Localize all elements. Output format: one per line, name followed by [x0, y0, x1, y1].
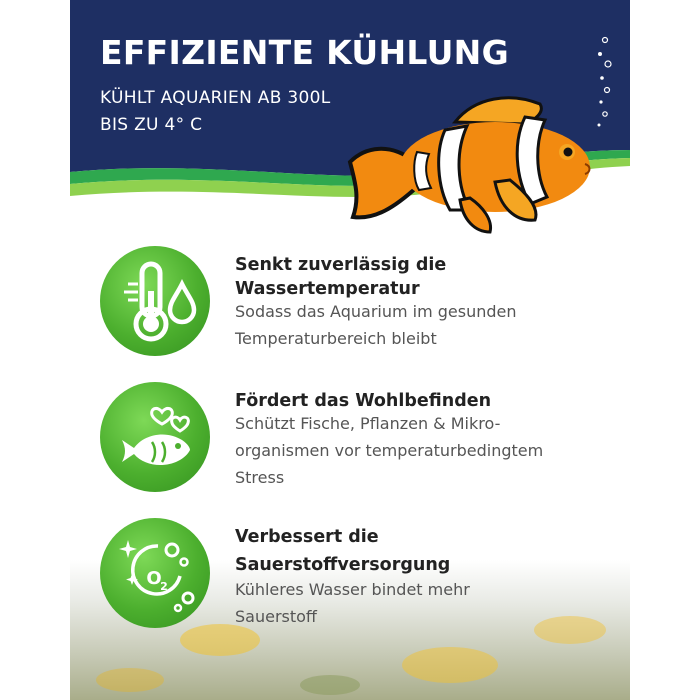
feature-title-line: Verbessert die [235, 527, 379, 547]
feature-icon-circle [100, 246, 210, 356]
clownfish-image [345, 92, 595, 242]
fish-hearts-icon [100, 382, 210, 492]
oxygen-o2-icon [100, 518, 210, 628]
feature-description-line: Stress [235, 468, 285, 487]
feature-title-line: Fördert das Wohlbefinden [235, 391, 492, 411]
feature-description-line: Sauerstoff [235, 607, 317, 626]
feature-description-line: Temperaturbereich bleibt [235, 329, 437, 348]
feature-title-line: Wassertemperatur [235, 279, 420, 299]
svg-text:O: O [146, 568, 162, 589]
headline: EFFIZIENTE KÜHLUNG [100, 33, 509, 72]
feature-description-line: organismen vor temperaturbedingtem [235, 441, 544, 460]
feature-description-line: Schützt Fische, Pflanzen & Mikro- [235, 414, 501, 433]
feature-description-line: Sodass das Aquarium im gesunden [235, 302, 517, 321]
feature-title-line: Senkt zuverlässig die [235, 255, 447, 275]
feature-description-line: Kühleres Wasser bindet mehr [235, 580, 470, 599]
feature-icon-circle [100, 518, 210, 628]
product-panel [70, 0, 630, 700]
thermometer-droplet-icon [100, 246, 210, 356]
feature-title-line: Sauerstoffversorgung [235, 555, 451, 575]
subline-volume: KÜHLT AQUARIEN AB 300L [100, 88, 331, 108]
subline-temperature: BIS ZU 4° C [100, 115, 203, 135]
svg-text:2: 2 [160, 580, 168, 593]
feature-icon-circle [100, 382, 210, 492]
